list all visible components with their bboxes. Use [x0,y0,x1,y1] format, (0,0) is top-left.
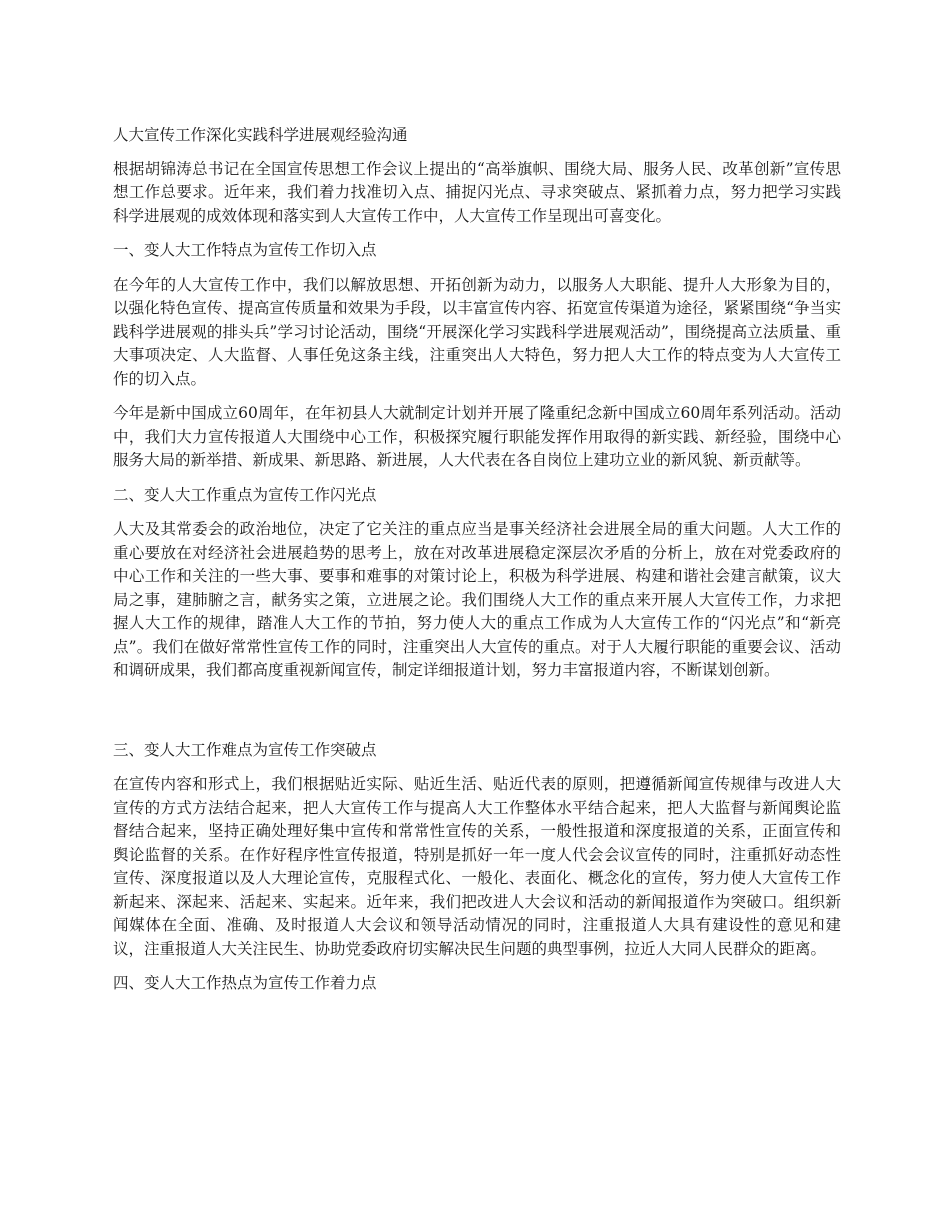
section-1-paragraph-2: 今年是新中国成立60周年，在年初县人大就制定计划并开展了隆重纪念新中国成立60周年系列活动。活动中，我们大力宣传报道人大围绕中心工作，积极探究履行职能发挥作用取得的新实践、新经验，围绕中心服务大局的新举措、新成果、新思路、新进展，人大代表在各自岗位上建功立业的新风貌、新贡献等。 [113,404,841,469]
section-4-heading: 四、变人大工作热点为宣传工作着力点 [113,974,377,992]
section-3-heading: 三、变人大工作难点为宣传工作突破点 [113,740,377,759]
section-2-paragraph-1: 人大及其常委会的政治地位，决定了它关注的重点应当是事关经济社会进展全局的重大问题。人大工作的重心要放在对经济社会进展趋势的思考上，放在对改革进展稳定深层次矛盾的分析上，放在对党委政府的中心工作和关注的一些大事、要事和难事的对策讨论上，积极为科学进展、构建和谐社会建言献策，议大局之事，建肺腑之言，献务实之策，立进展之论。我们围绕人大工作的重点来开展人大宣传工作，力求把握人大工作的规律，踏准人大工作的节拍，努力使人大的重点工作成为人大宣传工作的“闪光点”和“新亮点”。我们在做好常常性宣传工作的同时，注重突出人大宣传的重点。对于人大履行职能的重要会议、活动和调研成果，我们都高度重视新闻宣传，制定详细报道计划，努力丰富报道内容，不断谋划创新。 [113,520,841,679]
intro-paragraph: 根据胡锦涛总书记在全国宣传思想工作会议上提出的“高举旗帜、围绕大局、服务人民、改革创新”宣传思想工作总要求。近年来，我们着力找准切入点、捕捉闪光点、寻求突破点、紧抓着力点，努力把学习实践科学进展观的成效体现和落实到人大宣传工作中，人大宣传工作呈现出可喜变化。 [113,159,841,225]
document-title: 人大宣传工作深化实践科学进展观经验沟通 [113,126,408,144]
section-1-heading: 一、变人大工作特点为宣传工作切入点 [113,241,377,259]
document-page [113,124,841,1007]
section-3-paragraph-1: 在宣传内容和形式上，我们根据贴近实际、贴近生活、贴近代表的原则，把遵循新闻宣传规律与改进人大宣传的方式方法结合起来，把人大宣传工作与提高人大工作整体水平结合起来，把人大监督与新闻舆论监督结合起来，坚持正确处理好集中宣传和常常性宣传的关系，一般性报道和深度报道的关系，正面宣传和舆论监督的关系。在作好程序性宣传报道，特别是抓好一年一度人代会会议宣传的同时，注重抓好动态性宣传、深度报道以及人大理论宣传，克服程式化、一般化、表面化、概念化的宣传，努力使人大宣传工作新起来、深起来、活起来、实起来。近年来，我们把改进人大会议和活动的新闻报道作为突破口。组织新闻媒体在全面、准确、及时报道人大会议和领导活动情况的同时，注重报道人大具有建设性的意见和建议，注重报道人大关注民生、协助党委政府切实解决民生问题的典型事例，拉近人大同人民群众的距离。 [113,775,841,958]
section-1-paragraph-1: 在今年的人大宣传工作中，我们以解放思想、开拓创新为动力，以服务人大职能、提升人大形象为目的，以强化特色宣传、提高宣传质量和效果为手段，以丰富宣传内容、拓宽宣传渠道为途径，紧紧围绕“争当实践科学进展观的排头兵”学习讨论活动，围绕“开展深化学习实践科学进展观活动”，围绕提高立法质量、重大事项决定、人大监督、人事任免这条主线，注重突出人大特色，努力把人大工作的特点变为人大宣传工作的切入点。 [113,275,841,388]
section-2-heading: 二、变人大工作重点为宣传工作闪光点 [113,485,377,504]
